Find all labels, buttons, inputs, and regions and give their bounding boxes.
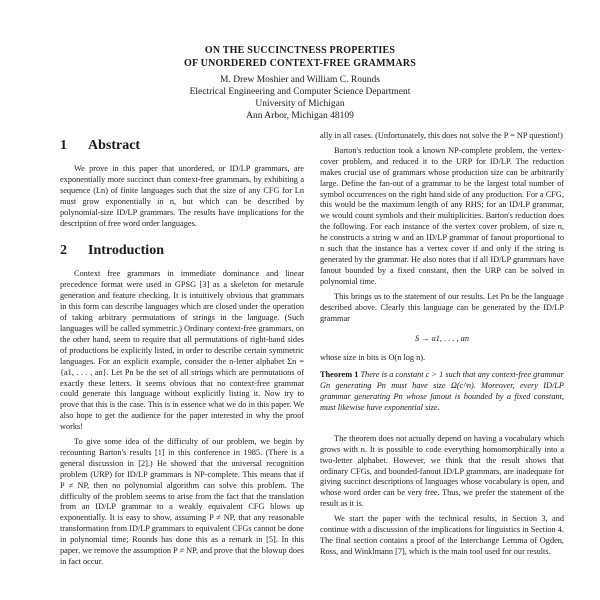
introduction-heading xyxy=(60,243,304,259)
theorem-statement: There is a constant c > 1 such that any context-free grammar Gn generating Pn must have size Ω(c^n). Moreover, every ID/LP grammar generating Pn whose fanout is bounded by a fixed constant, must likewise have exponential size. xyxy=(320,370,564,412)
abstract-paragraph: We prove in this paper that unordered, or ID/LP grammars, are exponentially more succinct than context-free grammars, by exhibiting a sequence (Ln) of finite languages such that the size of any CFG for Ln must grow exponentially in n, but which can be described by polynomial-size ID/LP grammars. The results have implications for the description of free word order languages. xyxy=(60,164,304,228)
intro-paragraph-2: To give some idea of the difficulty of our problem, we begin by recounting Barton's results [1] in this conference in 1985. (There is a general discussion in [2].) He showed that the universal recognition problem (URP) for ID/LP grammars is NP-complete. This means that if P ≠ NP, then no polynomial algorithm can solve this problem. The difficulty of the problem seems to arise from the fact that the translation from an ID/LP grammar to a weakly equivalent CFG blows up exponentially. It is easy to show, assuming P ≠ NP, that any reasonable transformation from ID/LP grammars to equivalent CFGs cannot be done in polynomial time; Rounds has done this as a remark in [5]. In this paper, we remove the assumption P ≠ NP, and prove that the blowup does in fact occur. xyxy=(60,437,304,566)
theorem-1 xyxy=(320,370,564,414)
size-statement: whose size in bits is O(n log n). xyxy=(320,353,426,363)
paper-title-line-1: ON THE SUCCINCTNESS PROPERTIES xyxy=(204,45,396,56)
body-paragraph-results: This brings us to the statement of our results. Let Pn be the language described above. Clearly this language can be generated by the ID/LP grammar xyxy=(320,291,564,323)
body-paragraph-barton: Barton's reduction took a known NP-complete problem, the vertex-cover problem, and reduced it to the URP for ID/LP. The reduction makes crucial use of grammars whose production size can be arbitrarily large. Define the fan-out of a grammar to be the largest total number of symbol occurrences on the right hand side of any production. For a CFG, this would be the maximum length of any RHS; for an ID/LP grammar, we would count symbols and their multiplicities. Barton's reduction does the following. For each instance of the vertex cover problem, of size n, he constructs a string w and an ID/LP grammar of fanout proportional to n such that the instance has a vertex cover if and only if the string is generated by the grammar. He also notes that if all ID/LP grammars have fanout bounded by a fixed constant, then the URP can be solved in polynomial time. xyxy=(320,145,564,286)
intro-section-number: 2 xyxy=(60,243,67,259)
left-column xyxy=(60,131,304,572)
paper-title-line-2: OF UNORDERED CONTEXT-FREE GRAMMARS xyxy=(184,58,416,69)
continuation-paragraph: ally in all cases. (Unfortunately, this does not solve the P = NP question!) xyxy=(320,131,563,140)
theorem-label: Theorem 1 xyxy=(320,370,359,380)
intro-paragraph-1: Context free grammars in immediate dominance and linear precedence format were used in GPSG [3] as a skeleton for metarule generation and feature checking. It is intuitively obvious that grammars in this form can describe languages which are closed under the operation of taking arbitrary permutations of strings in the language. (Such languages will be called symmetric.) Ordinary context-free grammars, on the other hand, seem to require that all permutations of right-hand sides of productions be explicitly listed, in order to describe certain symmetric languages. For an explicit example, consider the n-letter alphabet Σn = {a1, . . . , an}. Let Pn be the set of all strings which are permutations of exactly these letters. It seems obvious that no context-free grammar could generate this language without explicitly listing it. Now try to prove that this is the case. This is in essence what we do in this paper. We also hope to get the audience for the paper interested in why the proof works! xyxy=(60,269,304,432)
department: Electrical Engineering and Computer Science Department xyxy=(189,87,411,97)
body-paragraph-vocabulary: The theorem does not actually depend on having a vocabulary which grows with n. It is possible to code everything homomorphically into a two-letter alphabet. However, we think that the result shows that ordinary CFGs, and bounded-fanout ID/LP grammars, are inadequate for giving succinct descriptions of languages whose vocabulary is open, and whose word order can be very free. Thus, we prefer the statement of the result as it is. xyxy=(320,433,564,509)
abstract-section-number: 1 xyxy=(60,138,67,153)
university: University of Michigan xyxy=(255,99,345,109)
grammar-equation: S → a1, . . . , an xyxy=(415,334,469,344)
author-names: M. Drew Moshier and William C. Rounds xyxy=(220,75,380,85)
paper-header xyxy=(0,44,600,122)
city-address: Ann Arbor, Michigan 48109 xyxy=(246,111,354,121)
abstract-heading xyxy=(60,138,304,154)
body-paragraph-outline: We start the paper with the technical results, in Section 3, and continue with a discussion of the implications for linguistics in Section 4. The final section contains a proof of the Interchange Lemma of Ogden, Ross, and Winklmann [7], which is the main tool used for our results. xyxy=(320,514,564,556)
abstract-title: Abstract xyxy=(88,138,141,153)
right-column xyxy=(320,131,564,562)
introduction-title: Introduction xyxy=(88,243,164,259)
